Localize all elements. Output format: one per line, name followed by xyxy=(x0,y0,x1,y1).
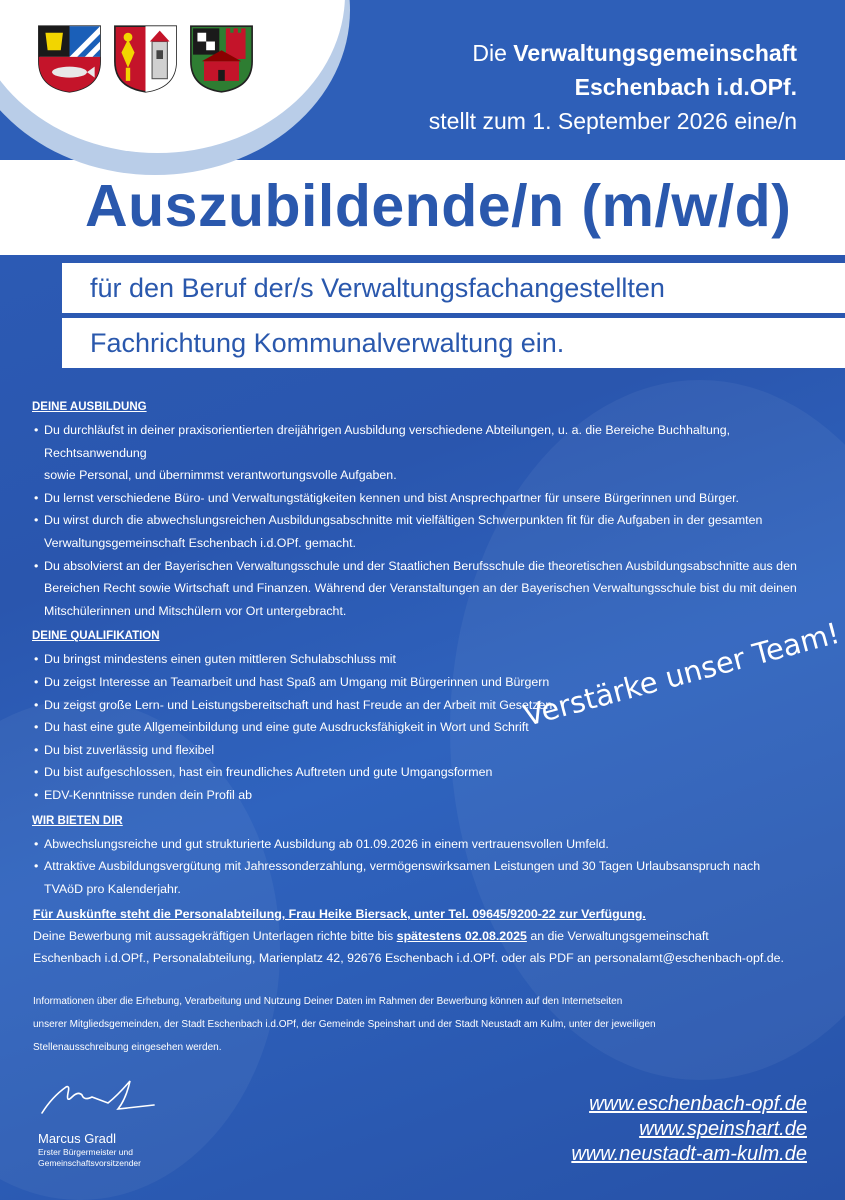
list-item xyxy=(32,419,832,487)
section-title-qualifikation: DEINE QUALIFIKATION xyxy=(32,630,160,643)
page-title: Auszubildende/n (m/w/d) xyxy=(85,173,792,239)
header-line-1 xyxy=(429,36,797,70)
list-item-text: Du zeigst Interesse an Teamarbeit und hast Spaß am Umgang mit Bürgerinnen und Bürgern xyxy=(44,674,550,689)
list-item-line: Du durchläufst in deiner praxisorientierten dreijährigen Ausbildung verschiedene Abteilungen, u. a. die Bereiche Buchhaltung, Rechtsanwendung xyxy=(44,423,731,460)
header-line-1-bold: Verwaltungsgemeinschaft xyxy=(513,40,797,66)
privacy-notice xyxy=(33,990,833,1059)
list-item-text: Du bist zuverlässig und flexibel xyxy=(44,742,215,757)
list-bieten xyxy=(32,833,832,901)
list-item-line: TVAöD pro Kalenderjahr. xyxy=(44,881,181,896)
bullet-icon: • xyxy=(34,836,39,851)
list-item-line: Du wirst durch die abwechslungsreichen Ausbildungsabschnitte mit vielfältigen Schwerpunkten fit für die Aufgaben in der gesamten xyxy=(44,513,763,528)
list-item-line: Du absolvierst an der Bayerischen Verwaltungsschule und der Staatlichen Berufsschule die theoretischen Ausbildungsabschnitte aus den xyxy=(44,558,797,573)
list-item xyxy=(32,716,832,739)
signature-block xyxy=(38,1075,238,1169)
list-ausbildung xyxy=(32,419,832,622)
list-item-text: Du hast eine gute Allgemeinbildung und eine gute Ausdrucksfähigkeit in Wort und Schrift xyxy=(44,720,529,735)
website-links xyxy=(571,1092,807,1167)
header-line-1-prefix: Die xyxy=(472,40,514,66)
link-neustadt[interactable]: www.neustadt-am-kulm.de xyxy=(571,1143,807,1165)
privacy-line: unserer Mitgliedsgemeinden, der Stadt Eschenbach i.d.OPf, der Gemeinde Speinshart und der Stadt Neustadt am Kulm, unter der jeweiligen xyxy=(33,1019,656,1030)
bullet-icon: • xyxy=(34,513,39,528)
list-item-line: Verwaltungsgemeinschaft Eschenbach i.d.OPf. gemacht. xyxy=(44,535,357,550)
list-item-line: Bereichen Recht sowie Wirtschaft und Finanzen. Während der Veranstaltungen an der Bayerischen Verwaltungsschule bist du mit deinen xyxy=(44,581,797,596)
link-eschenbach[interactable]: www.eschenbach-opf.de xyxy=(589,1093,807,1115)
bullet-icon: • xyxy=(34,697,39,712)
speinshart-crest-icon xyxy=(112,24,179,94)
list-item xyxy=(32,487,832,510)
subtitle-profession: für den Beruf der/s Verwaltungsfachangestellten xyxy=(62,263,845,313)
subtitle-specialization: Fachrichtung Kommunalverwaltung ein. xyxy=(62,318,845,368)
list-item-text: EDV-Kenntnisse runden dein Profil ab xyxy=(44,787,253,802)
bullet-icon: • xyxy=(34,490,39,505)
list-item xyxy=(32,833,832,856)
bullet-icon: • xyxy=(34,558,39,573)
list-item-text: Du bringst mindestens einen guten mittleren Schulabschluss mit xyxy=(44,652,396,667)
slogan: Verstärke unser Team! xyxy=(520,615,844,733)
bullet-icon: • xyxy=(34,787,39,802)
contact-info xyxy=(33,903,833,969)
contact-line-2-pre: Deine Bewerbung mit aussagekräftigen Unterlagen richte bitte bis xyxy=(33,929,397,943)
privacy-line: Stellenausschreibung eingesehen werden. xyxy=(33,1042,222,1053)
signature-icon xyxy=(38,1075,158,1120)
list-item xyxy=(32,739,832,762)
bullet-icon: • xyxy=(34,423,39,437)
list-item-line: Mitschülerinnen und Mitschülern vor Ort untergebracht. xyxy=(44,603,347,618)
bullet-icon: • xyxy=(34,674,39,689)
contact-line-3: Eschenbach i.d.OPf., Personalabteilung, Marienplatz 42, 92676 Eschenbach i.d.OPf. oder als PDF an personalamt@eschenbach-opf.de. xyxy=(33,951,784,965)
neustadt-crest-icon xyxy=(188,24,255,94)
eschenbach-crest-icon xyxy=(36,24,103,94)
list-item xyxy=(32,509,832,554)
signer-role-line-1: Erster Bürgermeister und xyxy=(38,1147,133,1157)
bullet-icon: • xyxy=(34,742,39,757)
list-item xyxy=(32,761,832,784)
header-line-2 xyxy=(429,70,797,104)
contact-line-2-post: an die Verwaltungsgemeinschaft xyxy=(526,929,709,943)
header-text xyxy=(429,36,797,138)
list-item-text: Du zeigst große Lern- und Leistungsbereitschaft und hast Freude an der Arbeit mit Gesetzen xyxy=(44,697,553,712)
deadline: spätestens 02.08.2025 xyxy=(396,929,527,943)
list-item-line: Attraktive Ausbildungsvergütung mit Jahressonderzahlung, vermögenswirksamen Leistungen und 30 Tagen Urlaubsanspruch nach xyxy=(44,859,761,874)
bullet-icon: • xyxy=(34,859,39,874)
list-item xyxy=(32,694,832,717)
contact-line-1: Für Auskünfte steht die Personalabteilung, Frau Heike Biersack, unter Tel. 09645/9200-22 zur Verfügung. xyxy=(33,907,646,921)
privacy-line: Informationen über die Erhebung, Verarbeitung und Nutzung Deiner Daten im Rahmen der Bewerbung können auf den Internetseiten xyxy=(33,996,623,1007)
bullet-icon: • xyxy=(34,720,39,735)
signer-name: Marcus Gradl xyxy=(38,1131,117,1146)
contact-line-2 xyxy=(33,925,833,947)
list-item xyxy=(32,784,832,807)
signer-role-line-2: Gemeinschaftsvorsitzender xyxy=(38,1158,141,1168)
list-item-line: sowie Personal, und übernimmst verantwortungsvolle Aufgaben. xyxy=(44,468,397,483)
link-speinshart[interactable]: www.speinshart.de xyxy=(639,1118,807,1140)
crests xyxy=(36,24,255,94)
list-item-line: Du lernst verschiedene Büro- und Verwaltungstätigkeiten kennen und bist Ansprechpartner für unsere Bürgerinnen und Bürger. xyxy=(44,490,739,505)
list-item xyxy=(32,855,832,900)
header-line-2-bold: Eschenbach i.d.OPf. xyxy=(574,74,797,100)
bullet-icon: • xyxy=(34,765,39,780)
list-item xyxy=(32,555,832,623)
list-item-line: Abwechslungsreiche und gut strukturierte Ausbildung ab 01.09.2026 in einem vertrauensvollen Umfeld. xyxy=(44,836,609,851)
signer-role xyxy=(38,1147,238,1169)
section-title-bieten: WIR BIETEN DIR xyxy=(32,814,123,827)
header-line-3: stellt zum 1. September 2026 eine/n xyxy=(428,108,797,134)
list-item-text: Du bist aufgeschlossen, hast ein freundliches Auftreten und gute Umgangsformen xyxy=(44,765,493,780)
bullet-icon: • xyxy=(34,652,39,667)
section-title-ausbildung: DEINE AUSBILDUNG xyxy=(32,401,147,413)
